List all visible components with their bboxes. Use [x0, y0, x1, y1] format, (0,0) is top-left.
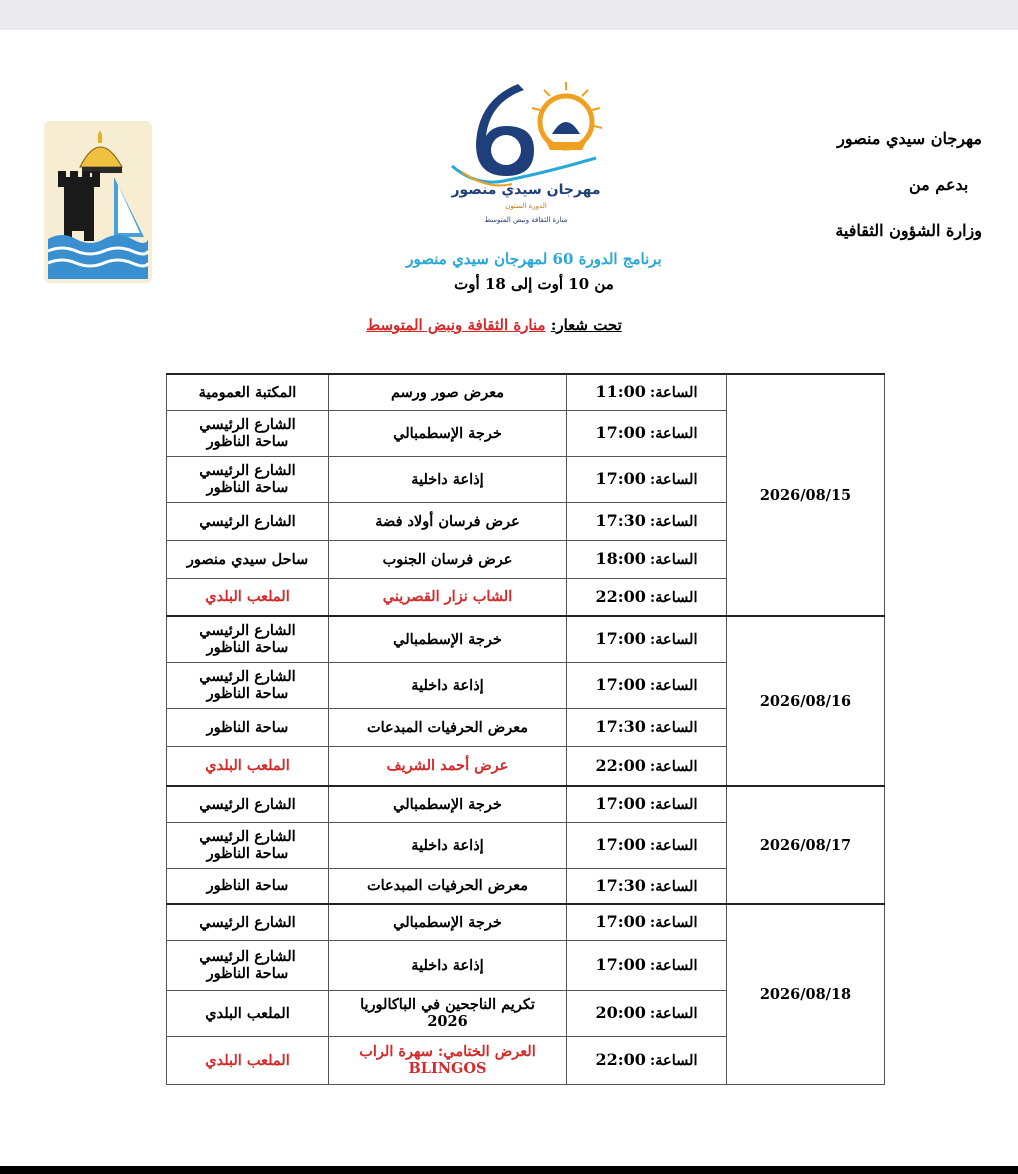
schedule-event: خرجة الإسطمبالي [329, 616, 567, 662]
time-label: الساعة: [649, 677, 698, 694]
time-value: 17:30 [595, 717, 646, 736]
schedule-place: المكتبة العمومية [167, 374, 329, 410]
schedule-row [167, 786, 885, 822]
schedule-event: إذاعة داخلية [329, 456, 567, 502]
time-value: 22:00 [595, 1050, 646, 1069]
header-organizer [835, 128, 982, 266]
schedule-time [567, 456, 727, 502]
festival-name: مهرجان سيدي منصور [837, 129, 982, 148]
time-value: 17:30 [595, 875, 646, 895]
time-label: الساعة: [649, 957, 698, 974]
logo-slogan: منارة الثقافة ونبض المتوسط [484, 216, 568, 224]
schedule-event: معرض صور ورسم [329, 374, 567, 410]
schedule-time [567, 616, 727, 662]
schedule-place: الملعب البلدي [167, 578, 329, 616]
schedule-place: الملعب البلدي [167, 1036, 329, 1084]
time-label: الساعة: [649, 513, 698, 530]
time-label: الساعة: [649, 1052, 698, 1069]
ministry-name: وزارة الشؤون الثقافية [835, 221, 982, 240]
schedule-table [166, 373, 885, 1085]
time-label: الساعة: [649, 1005, 698, 1022]
time-label: الساعة: [649, 757, 698, 775]
schedule-time [567, 940, 727, 990]
schedule-place: الشارع الرئيسي [167, 786, 329, 822]
logo-festival-name: مهرجان سيدي منصور [451, 182, 601, 198]
schedule-date: 2026/08/17 [727, 786, 885, 904]
time-value: 18:00 [595, 549, 646, 568]
time-label: الساعة: [649, 796, 698, 814]
schedule-time [567, 822, 727, 868]
time-value: 17:00 [595, 675, 646, 694]
time-value: 17:00 [595, 423, 646, 442]
schedule-place: الملعب البلدي [167, 990, 329, 1036]
schedule-row [167, 374, 885, 410]
schedule-place: ساحل سيدي منصور [167, 540, 329, 578]
schedule-event: عرض أحمد الشريف [329, 746, 567, 786]
schedule-place: الشارع الرئيسي ساحة الناظور [167, 940, 329, 990]
time-value: 17:00 [595, 794, 646, 814]
time-value: 22:00 [595, 586, 646, 606]
schedule-event: خرجة الإسطمبالي [329, 786, 567, 822]
schedule-date: 2026/08/15 [727, 374, 885, 616]
schedule-event: معرض الحرفيات المبدعات [329, 708, 567, 746]
schedule-time [567, 540, 727, 578]
schedule-row [167, 616, 885, 662]
schedule-event: تكريم الناجحين في الباكالوريا 2026 [329, 990, 567, 1036]
schedule-time [567, 990, 727, 1036]
time-value: 17:00 [595, 955, 646, 974]
logo-edition: الدورة الستون [505, 202, 547, 210]
time-value: 11:00 [595, 382, 646, 402]
schedule-row [167, 904, 885, 940]
schedule-time [567, 374, 727, 410]
schedule-date: 2026/08/18 [727, 904, 885, 1084]
festival-60-logo-icon [448, 80, 604, 230]
time-label: الساعة: [649, 384, 698, 402]
bottom-bar [0, 1166, 1018, 1174]
time-label: الساعة: [649, 551, 698, 568]
festival-logo [448, 80, 604, 230]
time-label: الساعة: [649, 425, 698, 442]
schedule-event: العرض الختامي: سهرة الراب BLINGOS [329, 1036, 567, 1084]
schedule-place: الشارع الرئيسي ساحة الناظور [167, 456, 329, 502]
schedule-date: 2026/08/16 [727, 616, 885, 786]
schedule-place: ساحة الناظور [167, 868, 329, 904]
program-slogan [300, 316, 688, 334]
municipality-logo-icon [44, 121, 152, 283]
schedule-place: الشارع الرئيسي ساحة الناظور [167, 662, 329, 708]
time-value: 17:30 [595, 511, 646, 530]
time-value: 17:00 [595, 835, 646, 854]
schedule-event: الشاب نزار القصريني [329, 578, 567, 616]
support-label: بدعم من [908, 175, 969, 194]
schedule-event: عرض فرسان أولاد فضة [329, 502, 567, 540]
time-label: الساعة: [649, 837, 698, 854]
time-label: الساعة: [649, 914, 698, 932]
schedule-place: الشارع الرئيسي ساحة الناظور [167, 616, 329, 662]
schedule-place: ساحة الناظور [167, 708, 329, 746]
schedule-time [567, 708, 727, 746]
top-bar [0, 0, 1018, 30]
schedule-event: خرجة الإسطمبالي [329, 904, 567, 940]
time-label: الساعة: [649, 719, 698, 736]
slogan-value: منارة الثقافة ونبض المتوسط [366, 316, 546, 334]
time-label: الساعة: [649, 631, 698, 649]
program-title: برنامج الدورة 60 لمهرجان سيدي منصور [406, 250, 662, 268]
schedule-event: عرض فرسان الجنوب [329, 540, 567, 578]
schedule-time [567, 662, 727, 708]
schedule-place: الشارع الرئيسي [167, 502, 329, 540]
slogan-label: تحت شعار: [550, 316, 622, 334]
schedule-place: الملعب البلدي [167, 746, 329, 786]
schedule-time [567, 1036, 727, 1084]
schedule-place: الشارع الرئيسي ساحة الناظور [167, 822, 329, 868]
time-value: 20:00 [595, 1003, 646, 1022]
schedule-event: إذاعة داخلية [329, 940, 567, 990]
schedule-event: خرجة الإسطمبالي [329, 410, 567, 456]
schedule-time [567, 410, 727, 456]
schedule-time [567, 502, 727, 540]
time-value: 17:00 [595, 629, 646, 649]
schedule-place: الشارع الرئيسي [167, 904, 329, 940]
schedule-event: إذاعة داخلية [329, 822, 567, 868]
schedule-time [567, 904, 727, 940]
time-value: 17:00 [595, 469, 646, 488]
schedule-time [567, 786, 727, 822]
schedule-place: الشارع الرئيسي ساحة الناظور [167, 410, 329, 456]
time-label: الساعة: [649, 588, 698, 606]
schedule-time [567, 578, 727, 616]
time-value: 22:00 [595, 755, 646, 775]
time-label: الساعة: [649, 471, 698, 488]
time-label: الساعة: [649, 877, 698, 895]
schedule-event: معرض الحرفيات المبدعات [329, 868, 567, 904]
schedule-time [567, 746, 727, 786]
schedule-event: إذاعة داخلية [329, 662, 567, 708]
program-dates: من 10 أوت إلى 18 أوت [454, 275, 614, 293]
time-value: 17:00 [595, 912, 646, 932]
schedule-time [567, 868, 727, 904]
